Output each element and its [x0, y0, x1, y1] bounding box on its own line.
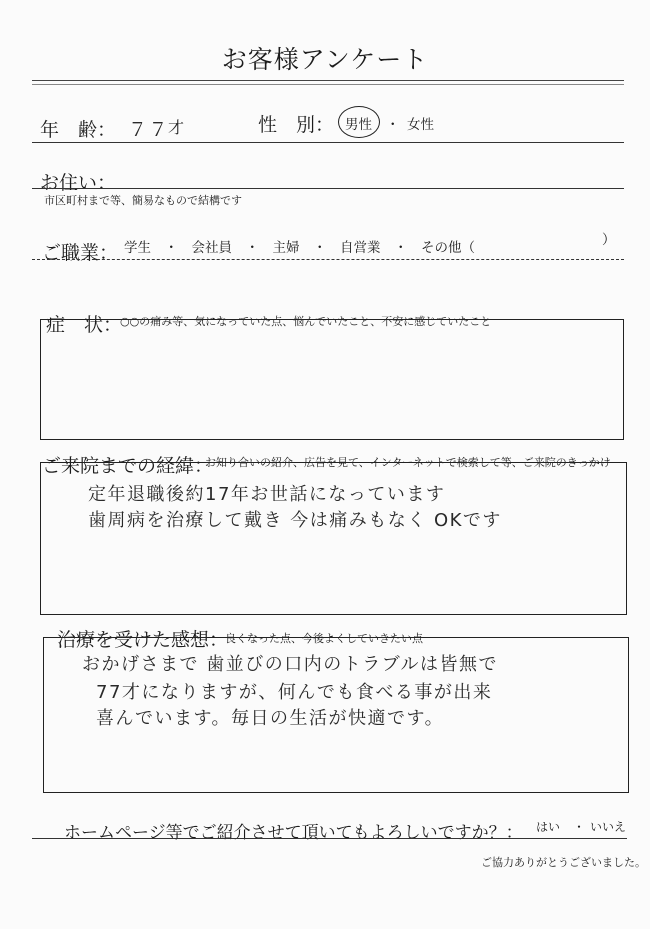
occupation-options: 学生 ・ 会社員 ・ 主婦 ・ 自営業 ・ その他（	[124, 240, 475, 256]
age-gender-line	[32, 142, 624, 143]
address-label: お住い：	[40, 172, 117, 194]
address-note: 市区町村まで等、簡易なもので結構です	[44, 194, 242, 207]
impressions-answer-line-1: おかげさまで 歯並びの口内のトラブルは皆無で	[82, 654, 498, 675]
occupation-close: ）	[602, 232, 616, 248]
address-line	[32, 188, 624, 189]
page-title: お客様アンケート	[221, 45, 429, 74]
title-divider-2	[32, 84, 624, 85]
impressions-answer-line-3: 喜んでいます。毎日の生活が快適です。	[96, 708, 445, 729]
occupation-label: ご職業：	[42, 242, 119, 264]
visit-note: お知り合いの紹介、広告を見て、インターネットで検索して等、ご来院のきっかけ	[205, 456, 611, 469]
symptoms-box	[40, 319, 624, 440]
age-value: ７７	[128, 119, 170, 141]
homepage-no: いいえ	[590, 820, 627, 834]
homepage-yes: はい	[536, 820, 561, 834]
homepage-question: ホームページ等でご紹介させて頂いてもよろしいですか？：	[64, 823, 523, 843]
visit-answer-line-1: 定年退職後約17年お世話になっています	[88, 484, 446, 505]
homepage-separator: ・	[573, 820, 586, 834]
visit-label: ご来院までの経緯：	[42, 455, 214, 477]
homepage-line	[32, 838, 627, 839]
age-label: 年 齢：	[40, 119, 117, 141]
impressions-label: 治療を受けた感想：	[57, 629, 229, 651]
gender-label: 性 別：	[258, 114, 335, 136]
title-divider	[32, 80, 624, 81]
occupation-line	[32, 259, 624, 260]
impressions-answer-line-2: 77才になりますが、何んでも食べる事が出来	[96, 682, 493, 703]
symptoms-note: ○○の痛み等、気になっていた点、悩んでいたこと、不安に感じていたこと	[120, 315, 492, 328]
impressions-note: 良くなった点、今後よくしていきたい点	[225, 632, 423, 645]
footer-thanks: ご協力ありがとうございました。	[481, 856, 646, 869]
age-unit: 才	[168, 118, 186, 137]
gender-female: 女性	[407, 117, 434, 133]
visit-answer-line-2: 歯周病を治療して戴き 今は痛みもなく OKです	[88, 510, 502, 531]
gender-separator: ・	[386, 117, 400, 133]
symptoms-label: 症 状：	[46, 314, 123, 336]
gender-male: 男性	[345, 117, 372, 133]
